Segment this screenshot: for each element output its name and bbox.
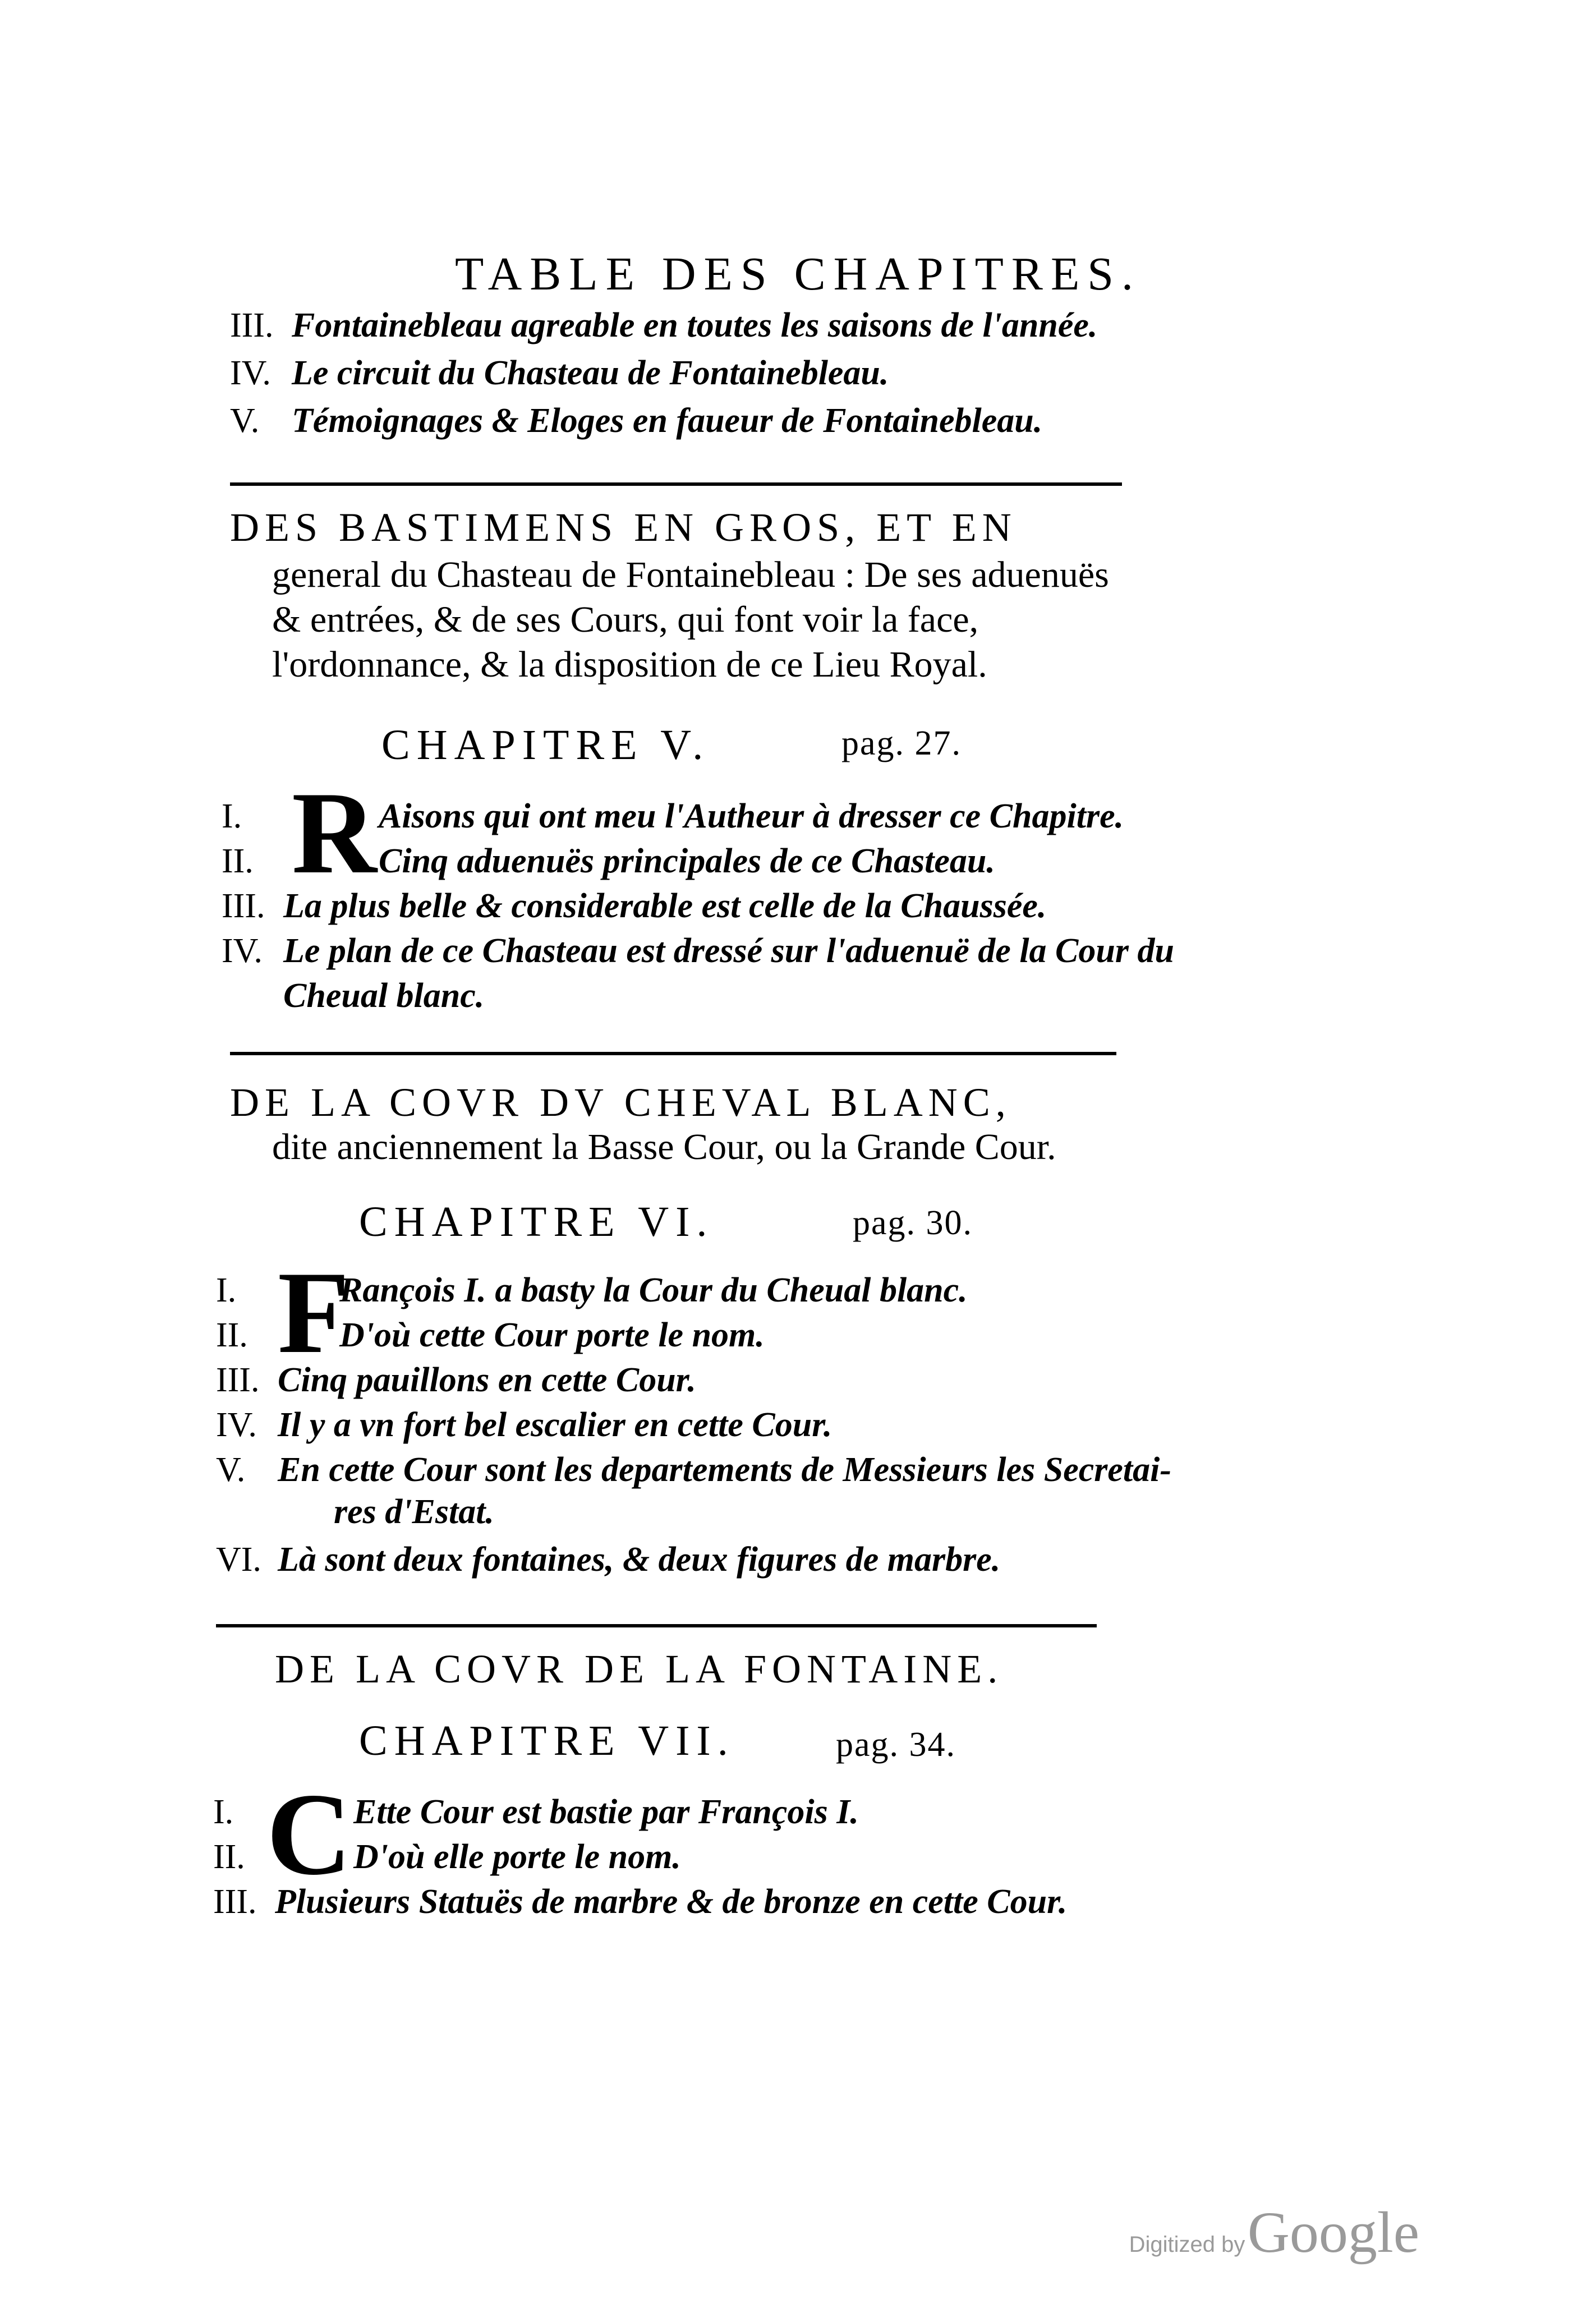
list-item: III. Fontainebleau agreable en toutes les saisons de l'année. — [230, 306, 1098, 344]
list-item: II. D'où cette Cour porte le nom. — [216, 1316, 765, 1354]
chapter-heading: CHAPITRE VI. — [359, 1198, 714, 1245]
drop-cap: F — [278, 1248, 350, 1378]
list-item: Cheual blanc. — [283, 977, 485, 1015]
list-item: IV. Le plan de ce Chasteau est dressé sur l'aduenuë de la Cour du — [222, 932, 1174, 970]
section-description: dite anciennement la Basse Cour, ou la Grande Cour. — [272, 1126, 1056, 1167]
list-item: IV. Le circuit du Chasteau de Fontainebleau. — [230, 354, 889, 392]
list-item: III. Cinq pauillons en cette Cour. — [216, 1361, 696, 1399]
page-reference: pag. 34. — [836, 1726, 956, 1764]
section-title: DES BASTIMENS EN GROS, ET EN — [230, 505, 1017, 550]
list-item: II. D'où elle porte le nom. — [213, 1838, 681, 1876]
divider-rule — [230, 1052, 1116, 1055]
drop-cap: R — [292, 768, 377, 898]
list-item: IV. Il y a vn fort bel escalier en cette Cour. — [216, 1406, 833, 1444]
list-item: I. Ette Cour est bastie par François I. — [213, 1793, 859, 1831]
list-item: I. Aisons qui ont meu l'Autheur à dresser ce Chapitre. — [222, 797, 1124, 835]
list-item: II. Cinq aduenuës principales de ce Chasteau. — [222, 842, 995, 880]
page-reference: pag. 30. — [853, 1204, 973, 1242]
running-head: TABLE DES CHAPITRES. — [455, 248, 1141, 300]
section-description: general du Chasteau de Fontainebleau : De ses aduenuës & entrées, & de ses Cours, qui font voir la face, l'ordonnance, & la disposition de ce Lieu Royal. — [272, 554, 1109, 685]
drop-cap: C — [266, 1769, 352, 1900]
digitized-label: Digitized by — [1129, 2232, 1245, 2257]
section-title: DE LA COVR DE LA FONTAINE. — [275, 1647, 1004, 1691]
list-item: VI. Là sont deux fontaines, & deux figures de marbre. — [216, 1540, 1001, 1579]
divider-rule — [216, 1624, 1097, 1627]
list-item: III. Plusieurs Statuës de marbre & de bronze en cette Cour. — [213, 1883, 1068, 1921]
page-reference: pag. 27. — [841, 724, 962, 762]
divider-rule — [230, 482, 1122, 486]
section-title: DE LA COVR DV CHEVAL BLANC, — [230, 1080, 1011, 1125]
chapter-heading: CHAPITRE VII. — [359, 1717, 735, 1764]
digitized-watermark — [1083, 2199, 1419, 2266]
list-item: V. Témoignages & Eloges en faueur de Fontainebleau. — [230, 402, 1043, 440]
list-item: res d'Estat. — [334, 1493, 494, 1531]
chapter-heading: CHAPITRE V. — [381, 721, 710, 769]
list-item: V. En cette Cour sont les departements de Messieurs les Secretai- — [216, 1451, 1172, 1489]
list-item: I. Rançois I. a basty la Cour du Cheual blanc. — [216, 1271, 968, 1309]
list-item: III. La plus belle & considerable est celle de la Chaussée. — [222, 887, 1047, 925]
google-logo: Google — [1247, 2200, 1419, 2265]
